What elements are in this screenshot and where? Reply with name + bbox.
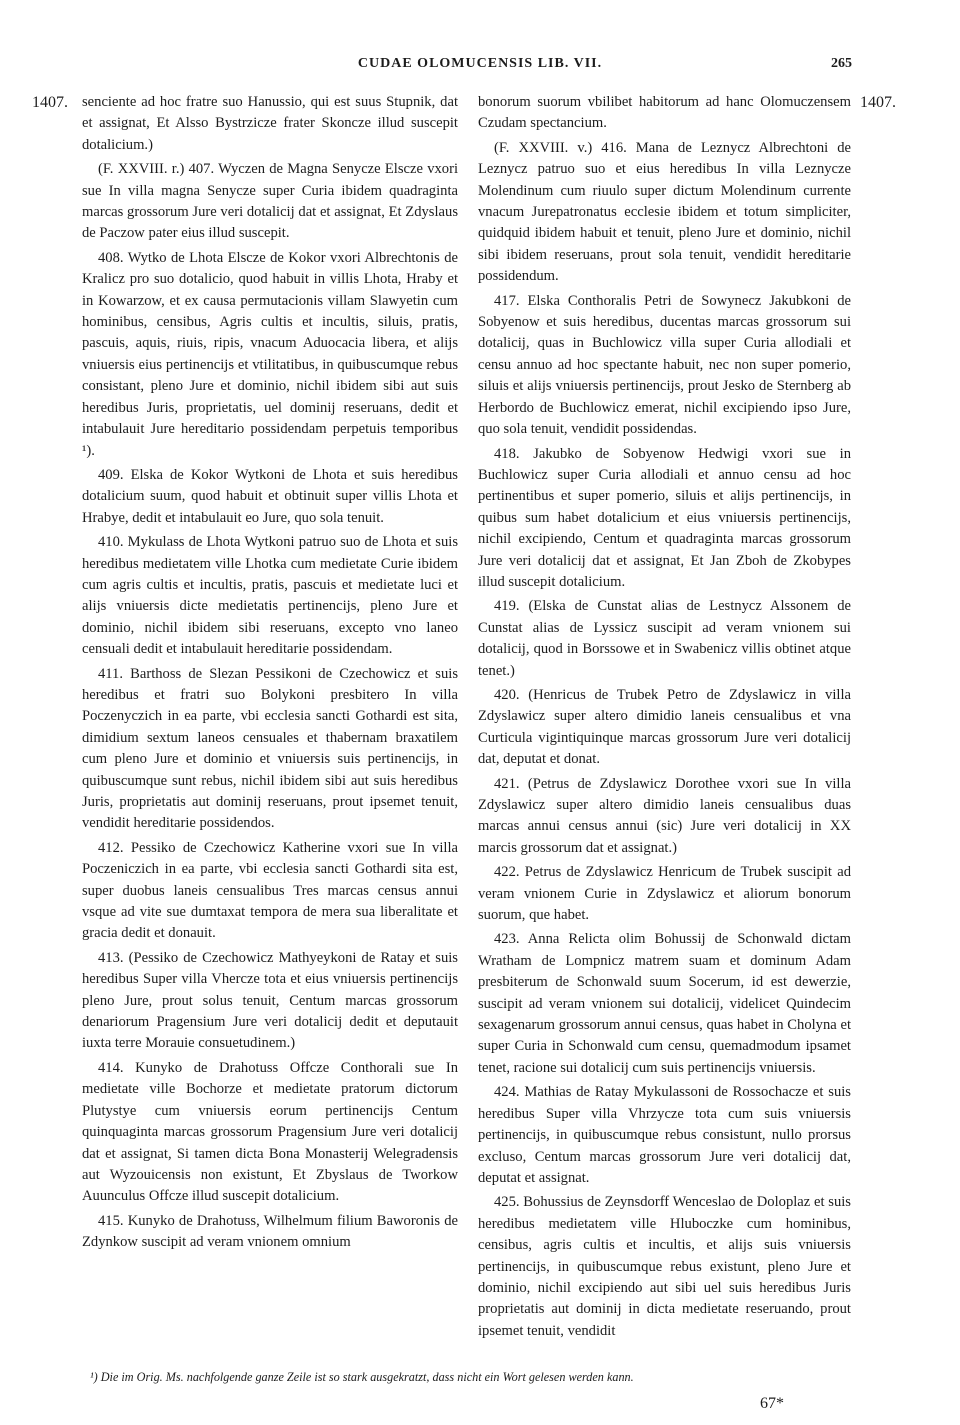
left-column (82, 92, 458, 1257)
paragraph: (F. XXVIII. v.) 416. Mana de Leznycz Albrechtoni de Leznycz patruo suo et eius heredibus In villa Leznycze Molendinum cum riuulo super dictum Molendinum currente vnacum Jurepatronatus ecclesie ibidem et totum simpliciter, quidquid ibidem habuit et tenuit, pleno Jure et dominio, nichil sibi ibidem reseruans, prout sola tenuit, vendidit hereditarie possidendum. (478, 139, 851, 285)
paragraph: 408. Wytko de Lhota Elscze de Kokor vxori Albrechtonis de Kralicz pro suo dotalicio, quod habuit in villis Lhota, Hraby et in Kowarzow, et ex causa permutacionis villam Slawyetin cum hominibus, censibus, Agris cultis et incultis, siluis, pratis, pascuis, aquis, riuis, ripis, vnacum Aduocacia libera, et alijs vniuersis eius pertinencijs et vtilitatibus, in quibuscumque rebus consistant, pleno Jure et dominio, nichil ibidem sibi aut suis heredibus Juris, proprietatis, uel dominij reseruans, dedit et intabulauit Jure hereditario possidendam perpetuis temporibus ¹). (82, 249, 458, 459)
paragraph: 421. (Petrus de Zdyslawicz Dorothee vxori sue In villa Zdyslawicz super altero dimidio laneis censualibus duas marcas annui census annui (sic) Jure veri dotalicij in XX marcis grossorum dat et assignat.) (478, 775, 851, 856)
paragraph: (F. XXVIII. r.) 407. Wyczen de Magna Senycze Elscze vxori sue In villa magna Senycze super Curia ibidem quadraginta marcas grossorum Jure veri dotalicij dat et assignat, Et Zdyslaus de Paczow pater eius illud suscepit. (82, 161, 458, 242)
page-header-title: CUDAE OLOMUCENSIS LIB. VII. (357, 56, 603, 71)
margin-year-right: 1407. (860, 94, 896, 111)
footnote: ¹) Die im Orig. Ms. nachfolgende ganze Zeile ist so stark ausgekratzt, dass nicht ein Wort gelesen werden kann. (90, 1370, 634, 1384)
margin-year-left: 1407. (32, 94, 68, 111)
paragraph: 413. (Pessiko de Czechowicz Mathyeykoni de Ratay et suis heredibus Super villa Vhercze tota et eius vniuersis pertinencijs pleno Jure, prout solus tenuit, Centum marcas grossorum denariorum Pragensium Jure veri dotalicij dedit et deputauit iuxta terre Morauie consuetudinem.) (82, 949, 458, 1052)
paragraph: 425. Bohussius de Zeynsdorff Wenceslao de Doloplaz et suis heredibus medietatem ville Hluboczke cum hominibus, censibus, agris cultis et incultis, et alijs suis vniuersis pertinencijs, in quibuscumque rebus existunt, pleno Jure et dominio, nichil excipiendo aut sibi uel suis heredibus Juris proprietatis aut dominij in dicta medietate reseruando, prout ipsemet tenuit, vendidit (478, 1194, 851, 1339)
paragraph: 417. Elska Conthoralis Petri de Sowynecz Jakubkoni de Sobyenow et suis heredibus, ducentas marcas grossorum sui dotalicij, quas in Buchlowicz villa super Curia allodiali et censu annuo ad hoc spectante habuit, nec non super pomerio, siluis et alijs vniuersis pertinencijs, prout Jesko de Sternberg ab Herbordo de Buchlowicz emerat, nichil excipiendo ipso Jure, quo sola tenuit, vendidit possidendas. (478, 292, 851, 438)
paragraph: 423. Anna Relicta olim Bohussij de Schonwald dictam Wratham de Lompnicz matrem suam et dominum Adam presbiterum de Schonwald suum Socerum, id est dewerzie, suscipit ad veram vnionem sui dotalicij, videlicet Quindecim sexagenarum grossorum annui census, quas habet in Cholyna et super Curia in Schonwald cum censu, quemadmodum ipsamet tenet, racione sui dotalicij cum suis pertinencijs vniuersis. (478, 931, 851, 1076)
page-number: 265 (831, 56, 852, 71)
right-column (478, 92, 851, 1345)
paragraph: senciente ad hoc fratre suo Hanussio, qui est suus Stupnik, dat et assignat, Et Alsso Bystrzicze frater Skoncze illud suscepit dotalicium.) (82, 94, 458, 153)
paragraph: 411. Barthoss de Slezan Pessikoni de Czechowicz et suis heredibus et fratri suo Bolykoni presbitero In villa Poczenyczich in ea parte, vbi ecclesia sancti Gothardi est sita, dimidium sextum laneos censuales et thabernam braxatilem cum pleno Jure et dominio et vniuersis suis pertinencijs, in quibuscumque sunt rebus, nichil ibidem sibi aut suis heredibus Juris, proprietatis aut dominij reseruans, prout ipsemet tenuit, vendidit hereditarie possidendos. (82, 665, 458, 832)
paragraph: 414. Kunyko de Drahotuss Offcze Conthorali sue In medietate ville Bochorze et medietate pratorum dictorum Plutystye cum vniuersis eorum pertinencijs Centum quinquaginta marcas grossorum Pragensium Jure veri dotalicij dat et assignat, Si tamen dicta Bona Monasterij Welegradensis aut Wyzouicensis non existunt, Et Zbyslaus de Tworkow Auunculus Offcze illud suscepit dotalicium. (82, 1059, 458, 1205)
paragraph: bonorum suorum vbilibet habitorum ad hanc Olomuczensem Czudam spectancium. (478, 94, 851, 132)
paragraph: 409. Elska de Kokor Wytkoni de Lhota et suis heredibus dotalicium suum, quod habuit et obtinuit super villis Lhota et Hrabye, dedit et intabulauit eo Jure, quo sola tenuit. (82, 466, 458, 526)
signature-mark: 67* (760, 1395, 784, 1412)
paragraph: 424. Mathias de Ratay Mykulassoni de Rossochacze et suis heredibus Super villa Vhrzycze tota cum suis vniuersis pertinencijs, in quibuscumque rebus consistunt, nullo prorsus excluso, Centum marcas grossorum Jure veri dotalicij dat, deputat et assignat. (478, 1084, 851, 1186)
paragraph: 418. Jakubko de Sobyenow Hedwigi vxori sue in Buchlowicz super Curia allodiali et annuo censu ad hoc pertinentibus et super pomerio, siluis et alijs pertinencijs, in quibus sum habet dotalicium et eius vniuersis pertinencijs, nichil excipiendo, Centum et quadraginta marcas grossorum Jure veri dotalicij dat et assignat, Et Jan Zboh de Zkobypes illud suscepit dotalicium. (478, 445, 851, 590)
paragraph: 410. Mykulass de Lhota Wytkoni patruo suo de Lhota et suis heredibus medietatem ville Lhotka cum medietate Curie ibidem cum agris cultis et incultis, pratis, pascuis et medietate luci et alijs vniuersis dicte medietatis pertinencijs, pleno Jure et dominio, nichil ibidem sibi reseruans, excepto vno laneo censuali dedit et intabulauit hereditarie possidendam. (82, 534, 458, 658)
paragraph: 422. Petrus de Zdyslawicz Henricum de Trubek suscipit ad veram vnionem Curie in Zdyslawicz et aliorum bonorum suorum, que habet. (478, 864, 851, 924)
paragraph: 420. (Henricus de Trubek Petro de Zdyslawicz in villa Zdyslawicz super altero dimidio laneis censualibus et vna Curticula vigintiquinque marcas grossorum Jure veri dotalicij dat, deputat et donat. (478, 686, 851, 768)
paragraph: 419. (Elska de Cunstat alias de Lestnycz Alssonem de Cunstat alias de Lyssicz suscipit ad veram vnionem sui dotalicij, quod in Borssowe et in Swabenicz villis obtinet atque tenet.) (478, 598, 851, 679)
paragraph: 412. Pessiko de Czechowicz Katherine vxori sue In villa Poczeniczich in ea parte, vbi ecclesia sancti Gothardi sita est, super duobus laneis censualibus Tres marcas census annui vsque ad vite sue dumtaxat tempora de mera sua liberalitate et gracia dedit et donauit. (82, 839, 458, 942)
paragraph: 415. Kunyko de Drahotuss, Wilhelmum filium Baworonis de Zdynkow suscipit ad veram vnionem omnium (82, 1212, 458, 1251)
